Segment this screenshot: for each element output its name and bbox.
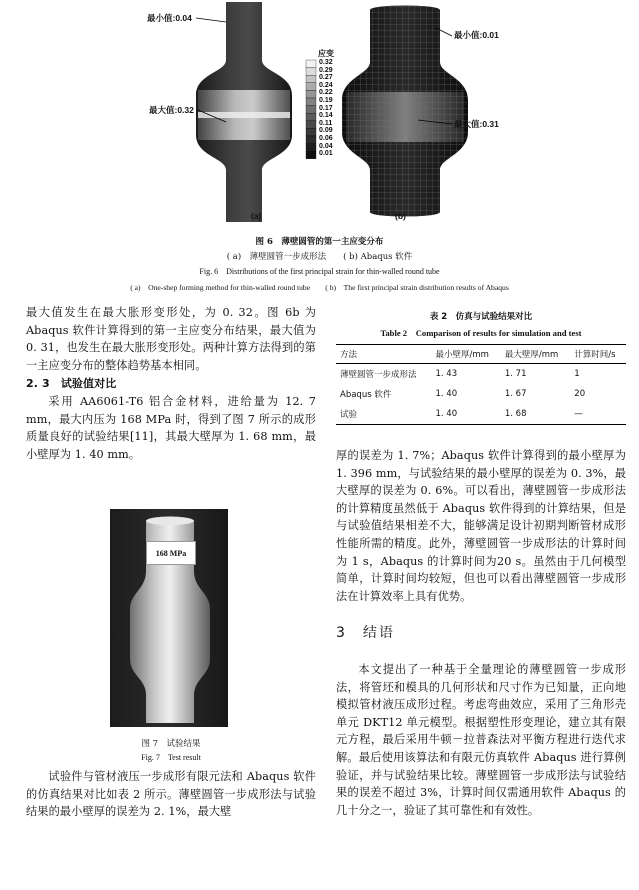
table-cell: 试验 [336,404,431,425]
legend-swatch [306,90,316,98]
left-column [26,304,316,463]
table-row [336,384,626,404]
right-column [336,447,626,819]
legend-value: 0.01 [319,150,333,158]
legend-value: 0.29 [319,66,333,74]
figure-6 [0,0,639,300]
legend-swatch [306,60,316,68]
pressure-label-text: 168 MPa [155,548,187,558]
table-cell: 20 [574,389,586,399]
legend-value: 0.27 [319,74,333,82]
figure-6-caption-en: Fig. 6 Distributions of the first principal strain for thin-walled round tube [199,267,440,276]
table-header-max-thickness: 最大壁厚/mm [501,345,570,364]
figure-7-caption-en: Fig. 7 Test result [141,753,201,762]
right-paragraph-1: 厚的误差为 1. 7%；Abaqus 软件计算得到的最小壁厚为 1. 396 mm，与试验结果的最小壁厚的误差为 0. 3%，最大壁厚的误差为 0. 6%。可以看出，薄壁圆管一步成形法的计算精度虽然低于 Abaqus 软件得到的计算结果，但是与试验值结果相差不大，能够满足设计初期判断管材成形性能所需的精度。此外，薄壁圆管一步成形法的计算时间为 1 s，Abaqus 的计算时间为20 s。虽然由于几何模型简单，计算时间均较短，但也可以看出薄壁圆管一步成形法在计算效率上具有优势。 [336,449,626,603]
left-paragraph-3: 试验件与管材液压一步成形有限元法和 Abaqus 软件的仿真结果对比如表 2 所示。薄壁圆管一步成形法与试验结果的最小壁厚的误差为 2. 1%，最大壁 [26,770,316,819]
legend-swatch [306,136,316,144]
legend-values [319,59,343,158]
figure-6b-max-label: 最大值:0.31 [454,119,499,129]
strain-legend [306,60,316,159]
figure-7 [110,509,228,727]
table-cell: 1. 71 [504,369,527,379]
legend-value: 0.24 [319,81,333,89]
figure-6-subcaption-en: ( a) One-shep forming method for thin-walled round tube ( b) The first principal strain distribution results of Abaqus [130,283,509,292]
legend-value: 0.11 [319,119,333,127]
legend-swatch [306,121,316,129]
table-cell: Abaqus 软件 [340,390,392,400]
tube-model-a [196,2,292,222]
tube-model-b [342,6,468,217]
legend-swatch [306,128,316,136]
legend-swatch [306,151,316,159]
table-row [336,364,626,385]
figure-6-caption-cn: 图 6 薄壁圆管的第一主应变分布 [255,237,384,247]
legend-swatch [306,144,316,152]
left-paragraph-2: 采用 AA6061-T6 铝合金材料，进给量为 12. 7 mm，最大内压为 168 MPa 时，得到了图 7 所示的成形质量良好的试验结果[11]，其最大壁厚为 1. 68 mm，最小壁厚为 1. 40 mm。 [26,394,316,461]
table-2-title-cn: 表 2 仿真与试验结果对比 [429,312,533,322]
legend-value: 0.04 [319,142,333,150]
legend-swatch [306,98,316,106]
table-header-time: 计算时间/s [570,345,626,364]
table-cell: 1. 67 [504,389,527,399]
pressure-label [146,541,196,565]
table-row [336,404,626,425]
figure-6a-min-label: 最小值:0.04 [147,13,192,23]
comparison-table [336,344,626,425]
right-paragraph-2: 本文提出了一种基于全量理论的薄壁圆管一步成形法，将管坯和模具的几何形状和尺寸作为已知量，正向地模拟管材液压成形过程。考虑弯曲效应，采用了三角形壳单元 DKT12 单元模型。根据塑性形变理论，建立其有限元方程，最后采用牛顿－拉普森法对平衡方程进行迭代求解。最后使用该算法和有限元仿真软件 Abaqus 进行算例验证，并与试验结果比较。薄壁圆管一步成形法与试验结果的误差不超过 3%，计算时间仅需通用软件 Abaqus 的几十分之一，验证了其可靠性和有效性。 [336,662,626,817]
left-column-bottom [26,768,316,821]
figure-6b-min-label: 最小值:0.01 [454,30,499,40]
legend-value: 0.22 [319,89,333,97]
legend-swatch [306,75,316,83]
panel-b-label: (b) [395,211,406,221]
legend-value: 0.19 [319,96,333,104]
figure-6-subcaption-cn: ( a) 薄壁圆管一步成形法 ( b) Abaqus 软件 [226,252,413,262]
legend-swatch [306,106,316,114]
table-cell: 1. 68 [501,404,570,425]
table-cell: 1 [574,369,580,379]
legend-value: 0.32 [319,59,333,66]
legend-swatch [306,68,316,76]
section-2-3-heading: 2. 3 试验值对比 [26,377,117,391]
table-header-min-thickness: 最小壁厚/mm [431,345,500,364]
left-paragraph-1: 最大值发生在最大胀形变形处，为 0. 32。图 6b 为 Abaqus 软件计算得到的第一主应变分布结果，最大值为 0. 31，也发生在最大胀形变形处。两种计算方法得到的第一主应变分布的整体趋势基本相同。 [26,306,316,372]
table-header-row [336,345,626,364]
table-cell: — [570,404,626,425]
table-cell: 1. 40 [435,389,458,399]
figure-6a-max-label: 最大值:0.32 [149,105,194,115]
table-cell: 1. 43 [435,369,458,379]
panel-a-label: (a) [251,211,262,221]
legend-value: 0.06 [319,134,333,142]
section-3-heading: 3 结语 [336,625,395,642]
legend-swatch [306,83,316,91]
table-cell: 1. 40 [431,404,500,425]
table-header-method: 方法 [336,345,431,364]
table-2-title-en: Table 2 Comparison of results for simulation and test [380,328,582,338]
legend-value: 0.09 [319,127,333,135]
legend-value: 0.14 [319,112,333,120]
legend-value: 0.17 [319,104,333,112]
table-cell: 薄壁圆管一步成形法 [340,370,417,380]
figure-7-caption-cn: 图 7 试验结果 [141,739,201,749]
legend-title: 应变 [318,49,334,58]
legend-swatch [306,113,316,121]
